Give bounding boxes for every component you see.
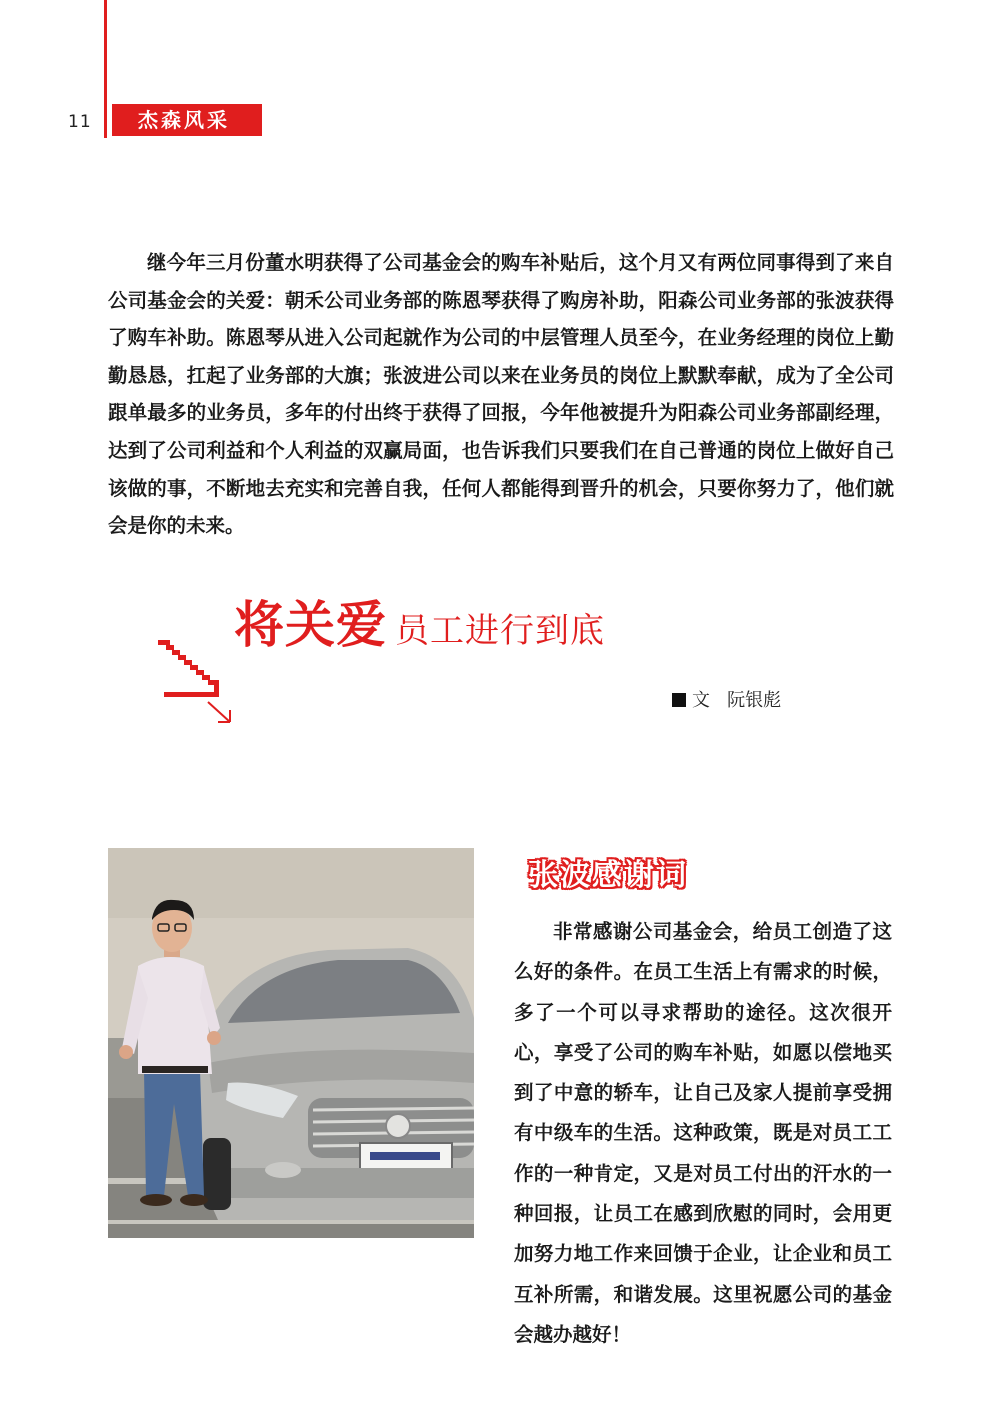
byline (672, 686, 781, 712)
headline-sub: 员工进行到底 (395, 611, 605, 651)
header-red-rule (104, 0, 107, 138)
article-headline (234, 585, 605, 657)
staircase-arrow-icon (158, 640, 238, 730)
section-tag: 杰森风采 (112, 104, 262, 136)
byline-label: 文 (692, 690, 710, 711)
thanks-paragraph: 非常感谢公司基金会，给员工创造了这么好的条件。在员工生活上有需求的时候，多了一个可以寻求帮助的途径。这次很开心，享受了公司的购车补贴，如愿以偿地买到了中意的轿车，让自己及家人提前享受拥有中级车的生活。这种政策，既是对员工工作的一种肯定，又是对员工付出的汗水的一种回报，让员工在感到欣慰的同时，会用更加努力地工作来回馈于企业，让企业和员工互补所需，和谐发展。这里祝愿公司的基金会越办越好！ (514, 920, 892, 1346)
thanks-title: 张波感谢词 (528, 858, 688, 893)
headline-main: 将关爱 (234, 596, 387, 654)
photo-man-with-car (108, 848, 474, 1238)
page-number: 11 (68, 112, 92, 132)
intro-paragraph: 继今年三月份董水明获得了公司基金会的购车补贴后，这个月又有两位同事得到了来自公司基金会的关爱：朝禾公司业务部的陈恩琴获得了购房补助，阳森公司业务部的张波获得了购车补助。陈恩琴从进入公司起就作为公司的中层管理人员至今，在业务经理的岗位上勤勤恳恳，扛起了业务部的大旗；张波进公司以来在业务员的岗位上默默奉献，成为了全公司跟单最多的业务员，多年的付出终于获得了回报，今年他被提升为阳森公司业务部副经理，达到了公司利益和个人利益的双赢局面，也告诉我们只要我们在自己普通的岗位上做好自己该做的事，不断地去充实和完善自我，任何人都能得到晋升的机会，只要你努力了，他们就会是你的未来。 (108, 251, 894, 538)
byline-author: 阮银彪 (727, 690, 782, 711)
byline-square-icon (672, 693, 686, 707)
